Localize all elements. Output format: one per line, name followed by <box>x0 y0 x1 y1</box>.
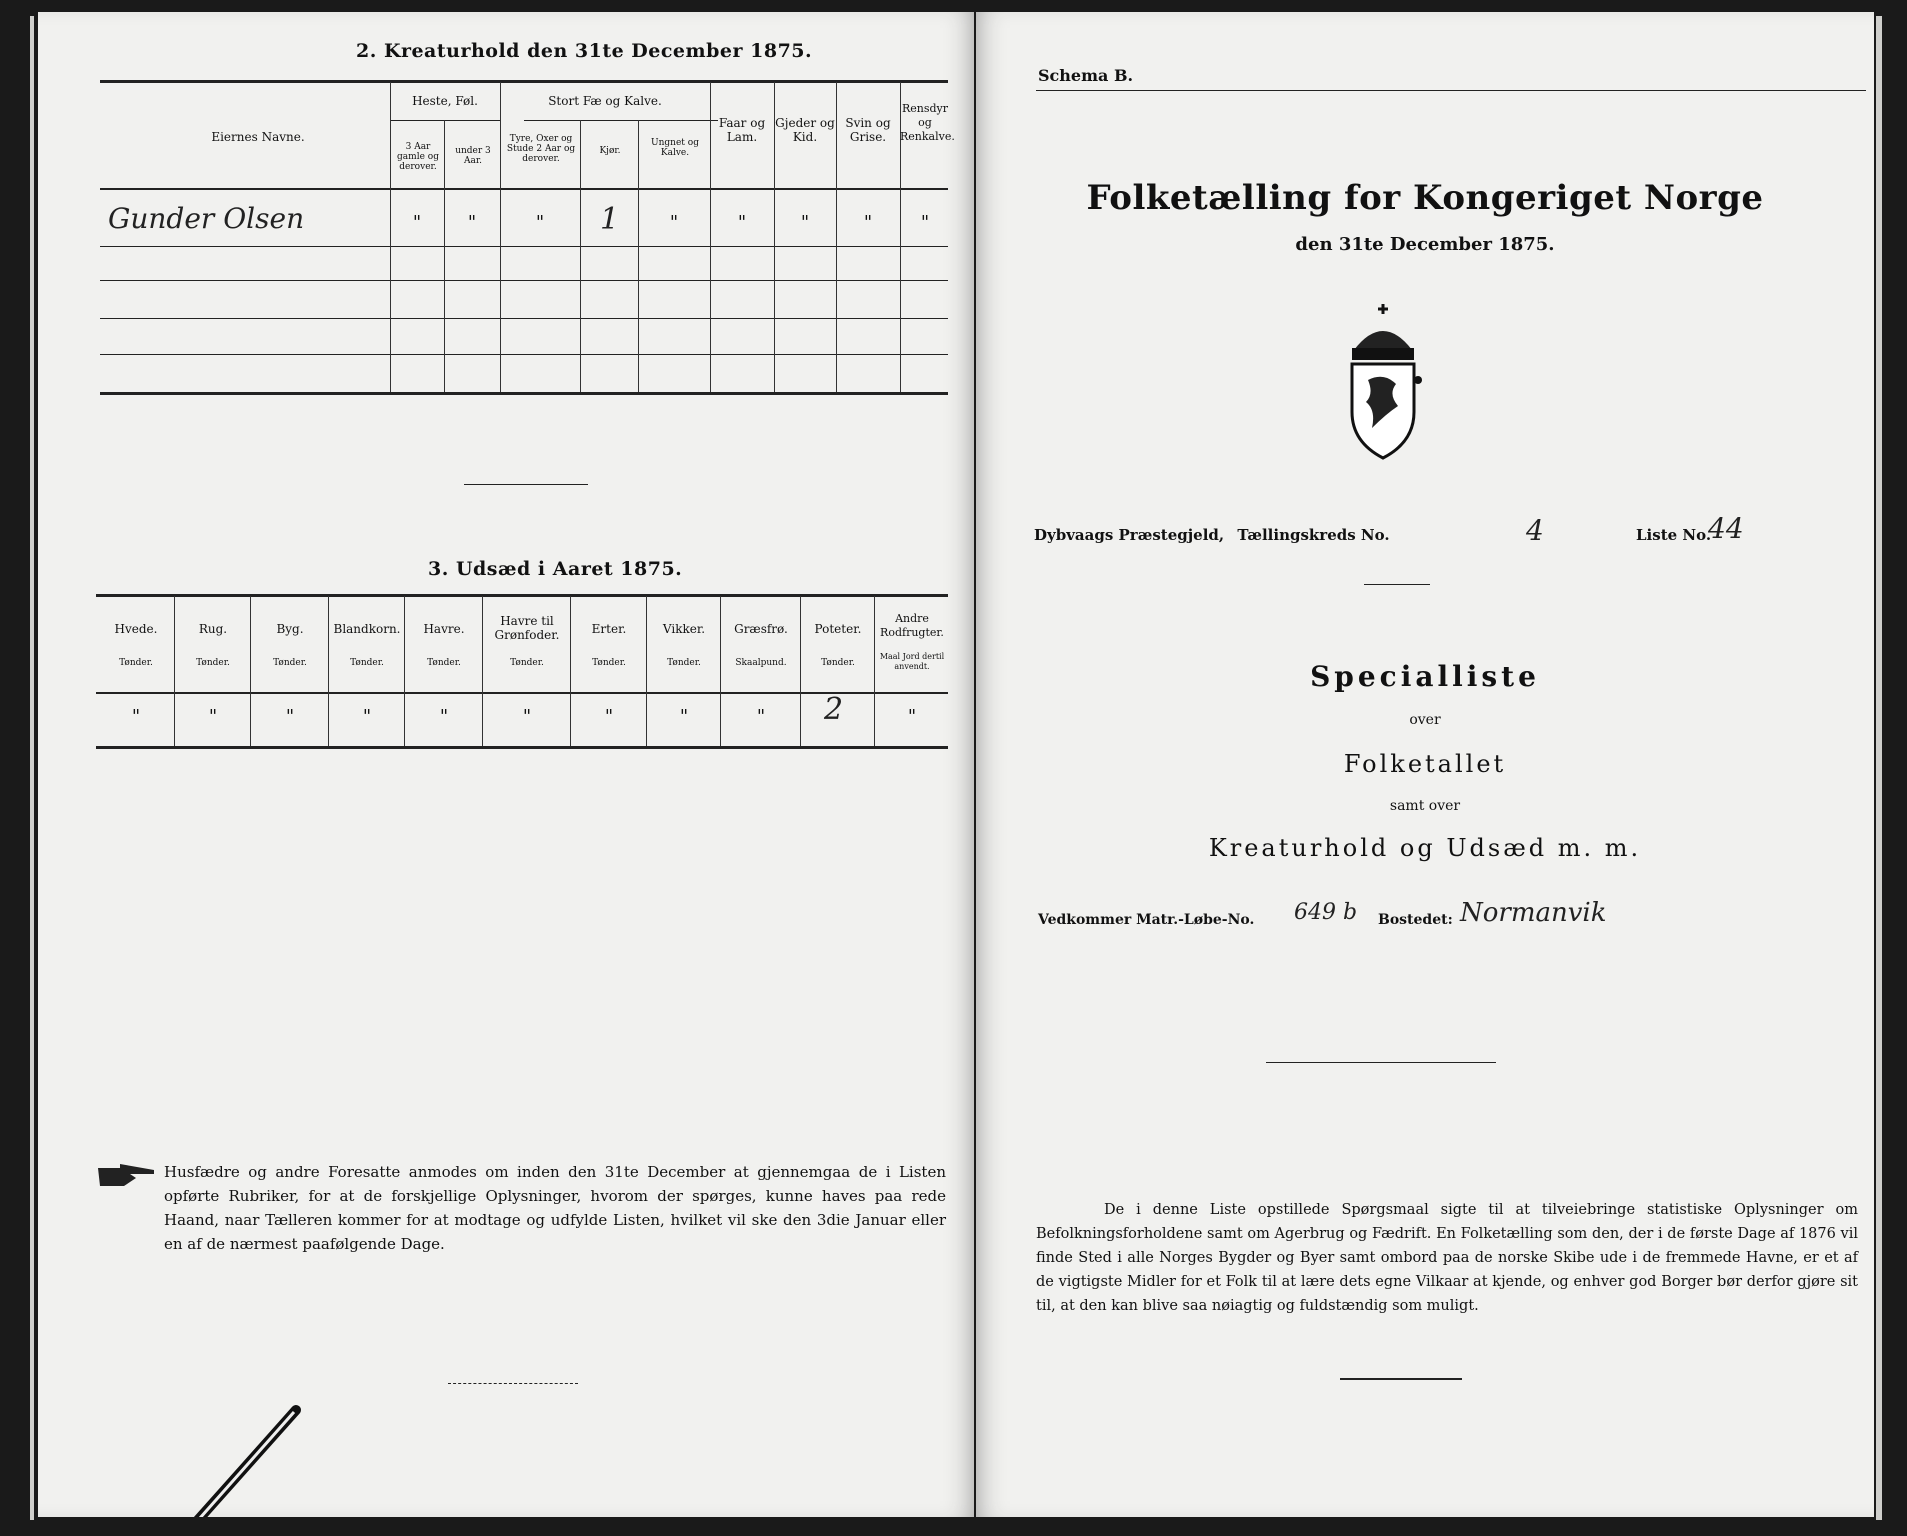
horses-col-0: 3 Aar gamle og derover. <box>397 142 439 172</box>
census-title: Folketælling for Kongeriget Norge <box>1086 178 1764 218</box>
seed-unit: Skaalpund. <box>735 658 787 668</box>
instruction-note: Husfædre og andre Foresatte anmodes om inden den 31te December at gjennemgaa de i Listen opførte Rubriker, for at de forskjellige Oplysninger, hvorom der spørges, kunne haves paa rede Haand, naar Tælleren kommer for at modtage og udfylde Listen, hvilket vil ske den 3die Januar eller en af de nærmest paafølgende Dage. <box>164 1163 946 1253</box>
seed-cell-poteter: 2 <box>824 692 844 727</box>
livestock-bottom-rule <box>100 392 948 395</box>
seed-header-row <box>96 612 948 692</box>
bottom-rule <box>1340 1378 1462 1380</box>
livestock-cell: " <box>863 212 873 233</box>
seed-unit: Tønder. <box>821 658 855 668</box>
col-rule <box>444 120 445 392</box>
seed-unit: Tønder. <box>427 658 461 668</box>
livestock-cell: " <box>412 212 422 233</box>
seed-col-rug: Rug. <box>198 622 228 636</box>
seed-header-rule <box>96 692 948 694</box>
matr-value-handwritten: 649 b <box>1294 900 1358 925</box>
schema-label: Schema B. <box>1038 66 1134 85</box>
seed-cell: " <box>208 706 218 727</box>
seed-unit: Tønder. <box>196 658 230 668</box>
seed-data-row <box>96 692 948 742</box>
group-rule <box>390 120 500 121</box>
cattle-col-0: Tyre, Oxer og Stude 2 Aar og derover. <box>506 134 576 164</box>
livestock-cell: " <box>920 212 930 233</box>
seed-top-rule <box>96 594 948 597</box>
samt-over-text: samt over <box>1389 798 1461 814</box>
list-label: Liste No. <box>1636 526 1712 544</box>
dashed-rule <box>448 1383 578 1384</box>
seed-col-havre-gronfoder: Havre til Grønfoder. <box>494 614 560 642</box>
col-rule <box>580 120 581 392</box>
row-rule <box>100 318 948 319</box>
seed-col-byg: Byg. <box>276 622 304 636</box>
livestock-cell: " <box>737 212 747 233</box>
seed-col-erter: Erter. <box>591 622 627 636</box>
bostedet-value-handwritten: Normanvik <box>1460 898 1607 928</box>
cattle-col-2: Ungnet og Kalve. <box>651 138 699 158</box>
col-rule <box>638 120 639 392</box>
seed-cell: " <box>439 706 449 727</box>
coat-of-arms-icon <box>1336 302 1430 462</box>
seed-col-vikker: Vikker. <box>662 622 706 636</box>
folketallet-heading: Folketallet <box>1343 750 1507 778</box>
district-value-handwritten: 4 <box>1526 514 1544 547</box>
livestock-cell: " <box>467 212 477 233</box>
seed-cell: " <box>604 706 614 727</box>
parish-label: Dybvaags Præstegjeld, <box>1034 526 1225 544</box>
cattle-group-header: Stort Fæ og Kalve. <box>548 94 662 108</box>
seed-unit: Tønder. <box>510 658 544 668</box>
seed-title: 3. Udsæd i Aaret 1875. <box>428 558 683 580</box>
census-date: den 31te December 1875. <box>1295 234 1555 255</box>
top-rule <box>1036 90 1866 91</box>
seed-col-andre: Andre Rodfrugter. <box>880 612 944 639</box>
book-edge-right <box>1876 16 1882 1520</box>
seed-cell: " <box>522 706 532 727</box>
seed-col-poteter: Poteter. <box>814 622 862 636</box>
seed-unit: Tønder. <box>667 658 701 668</box>
livestock-cell-cows: 1 <box>600 202 620 237</box>
kreaturhold-heading: Kreaturhold og Udsæd m. m. <box>1208 834 1642 862</box>
pencil-icon <box>188 1402 308 1517</box>
cattle-col-1: Kjør. <box>599 146 621 156</box>
over-text: over <box>1409 712 1441 728</box>
livestock-cell: " <box>800 212 810 233</box>
matr-label: Vedkommer Matr.-Løbe-No. <box>1038 912 1255 928</box>
purpose-paragraph: De i denne Liste opstillede Spørgsmaal sigte til at tilveiebringe statistiske Oplysninger om Befolkningsforholdene samt om Agerbrug og Fædrift. En Folketælling som den, der i de første Dage af 1876 vil finde Sted i alle Norges Bygder og Byer samt ombord paa de norske Skibe ude i de fremmede Havne, er et af de vigtigste Midler for et Folk til at lære dets egne Vilkaar at kjende, og enhver god Borger bør derfor gjøre sit til, at den kan blive saa nøiagtig og fuldstændig som muligt. <box>1036 1202 1858 1314</box>
owner-header: Eiernes Navne. <box>211 130 305 144</box>
horses-group-header: Heste, Føl. <box>412 94 478 108</box>
list-info-line <box>1034 526 1874 544</box>
bostedet-label: Bostedet: <box>1378 912 1453 928</box>
row-rule <box>100 246 948 247</box>
seed-unit: Tønder. <box>350 658 384 668</box>
seed-cell: " <box>756 706 766 727</box>
pointing-hand-icon <box>96 1160 158 1190</box>
row-rule <box>100 280 948 281</box>
mid-rule <box>1266 1062 1496 1063</box>
livestock-cell: " <box>535 212 545 233</box>
seed-cell: " <box>131 706 141 727</box>
other-col-0: Faar og Lam. <box>718 116 766 144</box>
seed-cell: " <box>362 706 372 727</box>
seed-unit: Tønder. <box>273 658 307 668</box>
livestock-top-rule <box>100 80 948 83</box>
separator-rule <box>464 484 588 485</box>
seed-col-havre: Havre. <box>423 622 465 636</box>
seed-col-hvede: Hvede. <box>114 622 158 636</box>
short-rule <box>1364 584 1430 585</box>
seed-unit: Tønder. <box>592 658 626 668</box>
list-value-handwritten: 44 <box>1708 512 1744 545</box>
livestock-cell: " <box>669 212 679 233</box>
specialliste-heading: Specialliste <box>1310 660 1540 693</box>
col-rule <box>500 82 501 392</box>
seed-unit: Maal Jord dertil anvendt. <box>879 652 945 671</box>
left-page <box>38 12 974 1517</box>
seed-cell: " <box>907 706 917 727</box>
col-rule <box>390 82 391 392</box>
seed-col-blandkorn: Blandkorn. <box>333 622 401 636</box>
livestock-header-rule <box>100 188 948 190</box>
seed-bottom-rule <box>96 746 948 749</box>
seed-cell: " <box>679 706 689 727</box>
seed-col-graesfro: Græsfrø. <box>734 622 788 636</box>
seed-unit: Tønder. <box>119 658 153 668</box>
other-col-3: Rensdyr og Renkalve. <box>900 102 955 143</box>
district-label: Tællingskreds No. <box>1237 526 1390 544</box>
right-page <box>976 12 1874 1517</box>
livestock-title: 2. Kreaturhold den 31te December 1875. <box>356 40 813 62</box>
group-rule <box>524 120 718 121</box>
other-col-2: Svin og Grise. <box>845 116 891 144</box>
row-rule <box>100 354 948 355</box>
horses-col-1: under 3 Aar. <box>455 146 491 166</box>
owner-name-handwritten: Gunder Olsen <box>108 202 305 235</box>
other-col-1: Gjeder og Kid. <box>775 116 835 144</box>
seed-cell: " <box>285 706 295 727</box>
book-edge-left <box>30 16 34 1520</box>
